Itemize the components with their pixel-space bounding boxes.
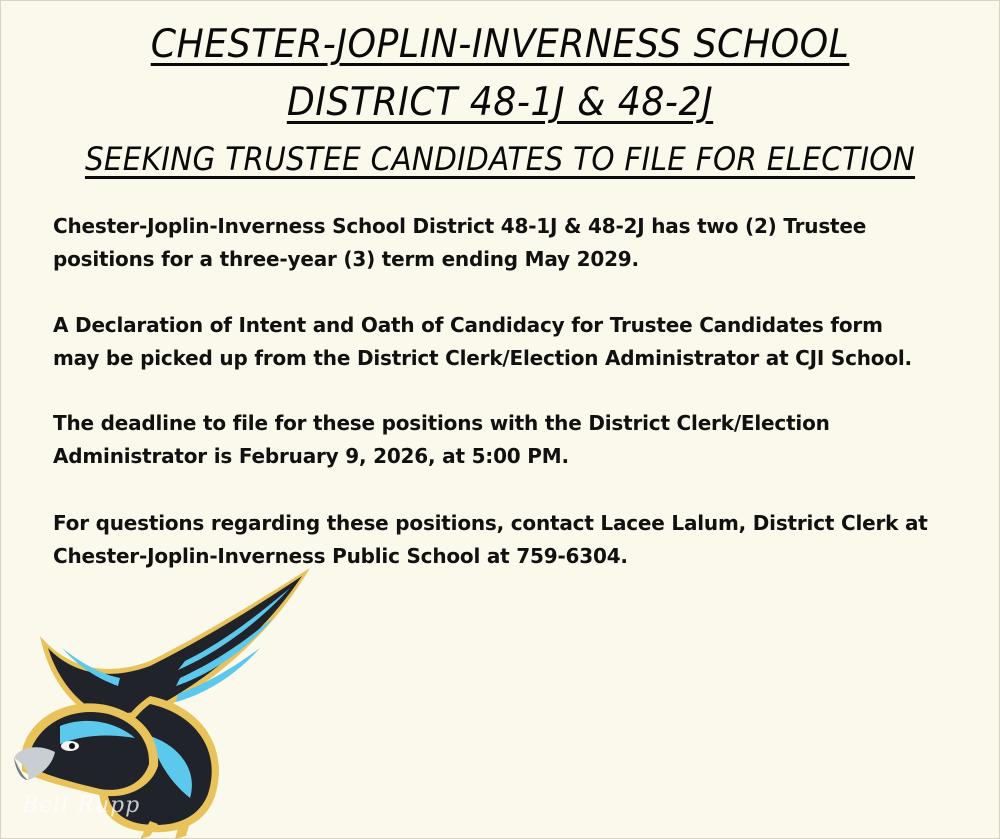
artist-signature: Bell Rupp [22,793,141,818]
notice-title-line-2: DISTRICT 48-1J & 48-2J [286,80,714,125]
paragraph-line: A Declaration of Intent and Oath of Candidacy for Trustee Candidates form [53,313,883,337]
paragraph-line: Chester-Joplin-Inverness School District 48-1J & 48-2J has two (2) Trustee [53,214,867,238]
paragraph-contact [53,507,993,573]
paragraph-line: Chester-Joplin-Inverness Public School at 759-6304. [53,544,628,568]
notice-subtitle: SEEKING TRUSTEE CANDIDATES TO FILE FOR ELECTION [84,140,916,178]
paragraph-line: The deadline to file for these positions with the District Clerk/Election [53,411,830,435]
paragraph-line: may be picked up from the District Clerk/Election Administrator at CJI School. [53,346,912,370]
paragraph-line: For questions regarding these positions, contact Lacee Lalum, District Clerk at [53,511,928,535]
paragraph-trustee-positions [53,210,993,276]
paragraph-deadline [53,407,993,473]
notice-title-line-1: CHESTER-JOPLIN-INVERNESS SCHOOL [150,22,850,67]
paragraph-declaration-form [53,309,993,375]
paragraph-line: positions for a three-year (3) term ending May 2029. [53,247,639,271]
paragraph-line: Administrator is February 9, 2026, at 5:00 PM. [53,444,569,468]
